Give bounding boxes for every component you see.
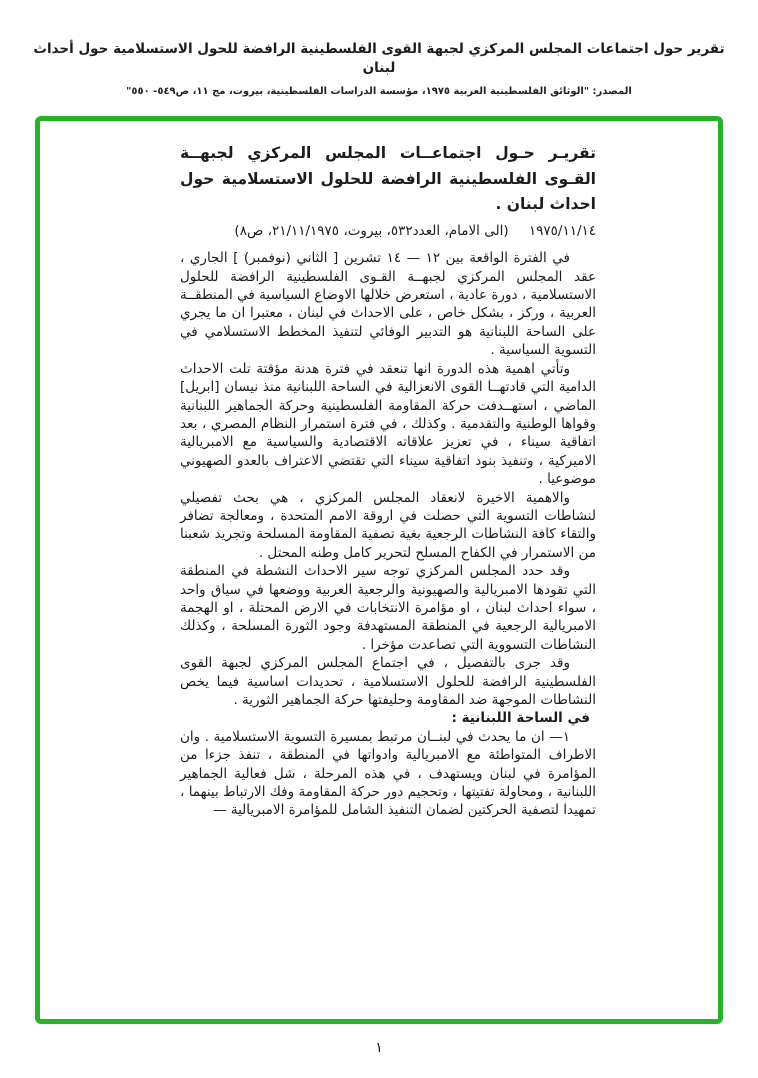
- paragraph: ١— ان ما يحدث في لبنــان مرتبط بمسيرة التسوية الاستسلامية . وان الاطراف المتواطئة مع الامبريالية وادواتها في المنطقة ، تنفذ جزءا من المؤامرة في لبنان ويستهدف ، في هذه المرحلة ، شل فعالية الجماهير اللبنانية ، ومحاولة تفتيتها ، وتحجيم دور حركة المقاومة وفك الارتباط بينهما ، تمهيدا لتصفية الحركتين لضمان التنفيذ الشامل للمؤامرة الامبريالية —: [180, 728, 596, 819]
- paragraph: والاهمية الاخيرة لانعقاد المجلس المركزي ، هي بحث تفصيلي لنشاطات التسوية التي حصلت في اروقة الامم المتحدة ، ومعالجة تضافر والتقاء كافة النشاطات الرجعية بغية تصفية المقاومة المسلحة وتجريد شعبنا من الاستمرار في الكفاح المسلح لتحرير كامل وطنه المحتل .: [180, 489, 596, 561]
- document-title: تقريـر حـول اجتماعــات المجلس المركزي لجبهــة القـوى الفلسطينية الرافضة للحلول الاستسلامية حول احداث لبنان .: [180, 144, 596, 214]
- document-body: [180, 249, 596, 820]
- document-frame: [35, 116, 723, 1024]
- document-citation: (الى الامام، العدد٥٣٢، بيروت، ٢١/١١/١٩٧٥، ص٨): [234, 222, 509, 239]
- header-title: تقرير حول اجتماعات المجلس المركزي لجبهة القوى الفلسطينية الرافضة للحول الاستسلامية حول أحداث لبنان: [33, 41, 725, 76]
- document-date: ١٩٧٥/١١/١٤: [528, 222, 596, 239]
- header-source: المصدر: "الوثائق الفلسطينية العربية ١٩٧٥، مؤسسة الدراسات الفلسطينية، بيروت، مج ١١، ص٥٤٩- ٥٥٠": [126, 85, 632, 97]
- paragraph: وقد جرى بالتفصيل ، في اجتماع المجلس المركزي لجبهة القوى الفلسطينية الرافضة للحلول الاستسلامية ، تحديدات اساسية فيما يخص النشاطات الموجهة ضد المقاومة وحليفتها حركة الجماهير الثورية .: [180, 655, 596, 708]
- section-heading: في الساحة اللبنانية :: [451, 710, 590, 727]
- page-header: [0, 0, 758, 97]
- paragraph: وتأتي اهمية هذه الدورة انها تنعقد في فترة هدنة مؤقتة تلت الاحداث الدامية التي قادتهــا القوى الانعزالية في الساحة اللبنانية منذ نيسان [ابريل] الماضي ، استهــدفت حركة المقاومة الفلسطينية وحركة الجماهير اللبنانية وقواها الوطنية والتقدمية . وكذلك ، في فترة استمرار النظام المصري ، بعد اتفاقية سيناء ، في تعزيز علاقاته الاقتصادية والسياسية مع الامبريالية الاميركية ، وتنفيذ بنود اتفاقية سيناء التي تقتضي الاعتراف بالعدو الصهيوني موضوعيا .: [180, 360, 596, 488]
- document-content: [40, 121, 718, 836]
- paragraph: وقد حدد المجلس المركزي توجه سير الاحداث النشطة في المنطقة التي تقودها الامبريالية والصهيونية والرجعية العربية ووضعها في سياق واحد ، سواء احداث لبنان ، او مؤامرة الانتخابات في الارض المحتلة ، او الهجمة الامبريالية الرجعية في المنطقة المستهدفة وجود الثورة المسلحة ، وكذلك النشاطات التسووية التي تصاعدت مؤخرا .: [180, 563, 596, 653]
- paragraph: في الفترة الواقعة بين ١٢ — ١٤ تشرين [ الثاني (نوفمبر) ] الجاري ، عقد المجلس المركزي لجبهــة القـوى الفلسطينية الرافضة للحلول الاستسلامية ، دورة عادية ، استعرض خلالها الاوضاع السياسية في المنطقــة العربية ، وركز ، بشكل خاص ، على الاحداث في لبنان ، معتبرا ان ما يجري على الساحة اللبنانية هو التدبير الوفائي لتنفيذ المخطط الاستسلامي في التسوية السياسية .: [180, 250, 596, 359]
- document-dateline: [180, 222, 596, 242]
- page-number: ١: [375, 1040, 383, 1056]
